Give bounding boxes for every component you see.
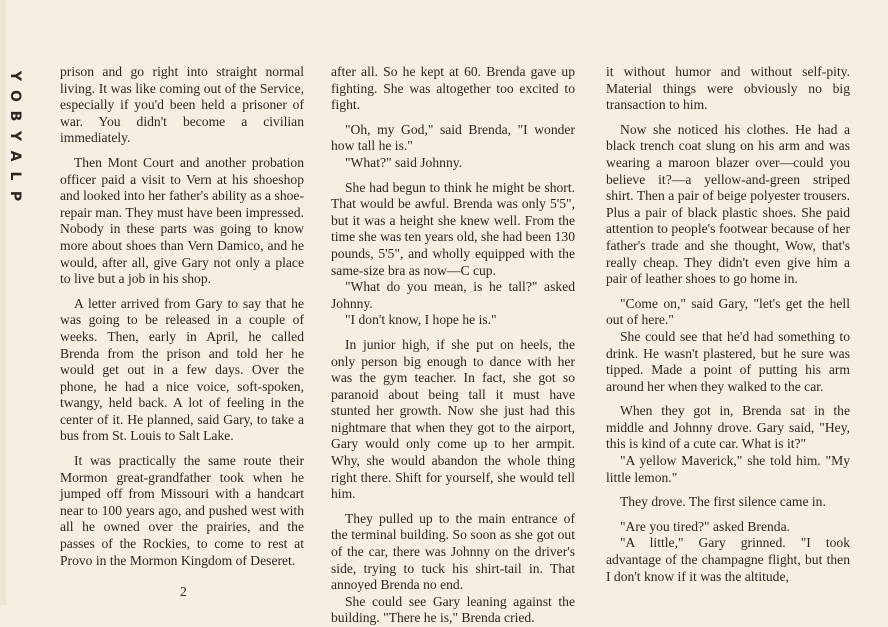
paragraph: prison and go right into straight normal living. It was like coming out of the Service, especially if you'd been held a prisoner of war. You didn't become a civilian immediately.	[60, 64, 304, 146]
paragraph: it without humor and without self-pity. Material things were obviously no big transaction to him.	[606, 64, 850, 113]
running-head-letter: L	[7, 171, 23, 181]
paragraph: In junior high, if she put on heels, the only person big enough to dance with her was the gym teacher. In fact, she got so paranoid about being tall it must have stunted her growth. Now she just had this nightmare that when they got to the airport, Gary would only come up to her armpit. Why, she would abandon the whole thing right there. Shift for yourself, she would tell him.	[331, 336, 575, 502]
paragraph: When they got in, Brenda sat in the middle and Johnny drove. Gary said, "Hey, this is kind of a cute car. What is it?"	[606, 403, 850, 452]
column-3	[606, 64, 850, 585]
paragraph: She could see Gary leaning against the building. "There he is," Brenda cried.	[331, 593, 575, 626]
paragraph: "A yellow Maverick," she told him. "My little lemon."	[606, 453, 850, 485]
paragraph: "What?" said Johnny.	[345, 154, 463, 170]
paragraph: "A little," Gary grinned. "I took advantage of the champagne flight, but then I don't know if it was the altitude,	[606, 535, 850, 584]
paragraph: Now she noticed his clothes. He had a black trench coat slung on his arm and was wearing a maroon blazer over—could you believe it?—a yellow-and-green striped shirt. Then a pair of beige polyester trousers. Plus a pair of black plastic shoes. She paid attention to people's footwear because of her father's trade and she thought, Wow, that's really cheap. They didn't even give him a pair of leather shoes to go home in.	[606, 121, 850, 287]
paragraph: They drove. The first silence came in.	[620, 494, 826, 510]
paragraph: "Come on," said Gary, "let's get the hell out of here."	[606, 295, 850, 328]
running-head-letter: O	[7, 90, 23, 102]
running-head	[4, 66, 26, 206]
paragraph: She had begun to think he might be short. That would be awful. Brenda was only 5'5", but it was a height she knew well. From the time she was ten years old, she had been 130 pounds, 5'5", and wholly equipped with the same-size bra as now—C cup.	[331, 179, 575, 278]
paragraph: A letter arrived from Gary to say that he was going to be released in a couple of weeks. Then, early in April, he called Brenda from the prison and told her he would get out in a few days. Over the phone, he had a nice voice, soft-spoken, twangy, held back. A lot of feeling in the center of it. He planned, said Gary, to take a bus from St. Louis to Salt Lake.	[60, 295, 304, 444]
running-head-letter: B	[7, 110, 23, 122]
paragraph: "What do you mean, is he tall?" asked Johnny.	[331, 279, 575, 311]
paragraph: It was practically the same route their Mormon great-grandfather took when he jumped off from Missouri with a handcart near to 100 years ago, and pushed west with all he owned over the prairies, and the passes of the Rockies, to come to rest at Provo in the Mormon Kingdom of Deseret.	[60, 453, 304, 568]
paragraph: after all. So he kept at 60. Brenda gave up fighting. She was altogether too excited to fight.	[331, 64, 575, 113]
column-2	[331, 64, 575, 627]
column-1	[60, 64, 304, 569]
paragraph: "Oh, my God," said Brenda, "I wonder how tall he is."	[331, 121, 575, 154]
paragraph: Then Mont Court and another probation officer paid a visit to Vern at his shoeshop and looked into her father's ability as a shoe-repair man. They must have been impressed. Nobody in these parts was going to know more about shoes than Vern Damico, and he would, after all, give Gary not only a place to live but a job in his shop.	[60, 154, 304, 287]
page-number: 2	[180, 584, 187, 599]
running-head-letter: Y	[7, 130, 23, 142]
running-head-letter: A	[7, 150, 23, 162]
paragraph: She could see that he'd had something to drink. He wasn't plastered, but he sure was tipped. Made a point of putting his arm around her when they walked to the car.	[606, 328, 850, 394]
paragraph: "Are you tired?" asked Brenda.	[620, 518, 791, 534]
running-head-letter: P	[7, 190, 23, 202]
paragraph: They pulled up to the main entrance of the terminal building. So soon as she got out of the car, there was Johnny on the driver's side, trying to tuck his shirt-tail in. That annoyed Brenda no end.	[331, 510, 575, 593]
paragraph: "I don't know, I hope he is."	[345, 312, 497, 328]
running-head-letter: Y	[7, 70, 23, 82]
